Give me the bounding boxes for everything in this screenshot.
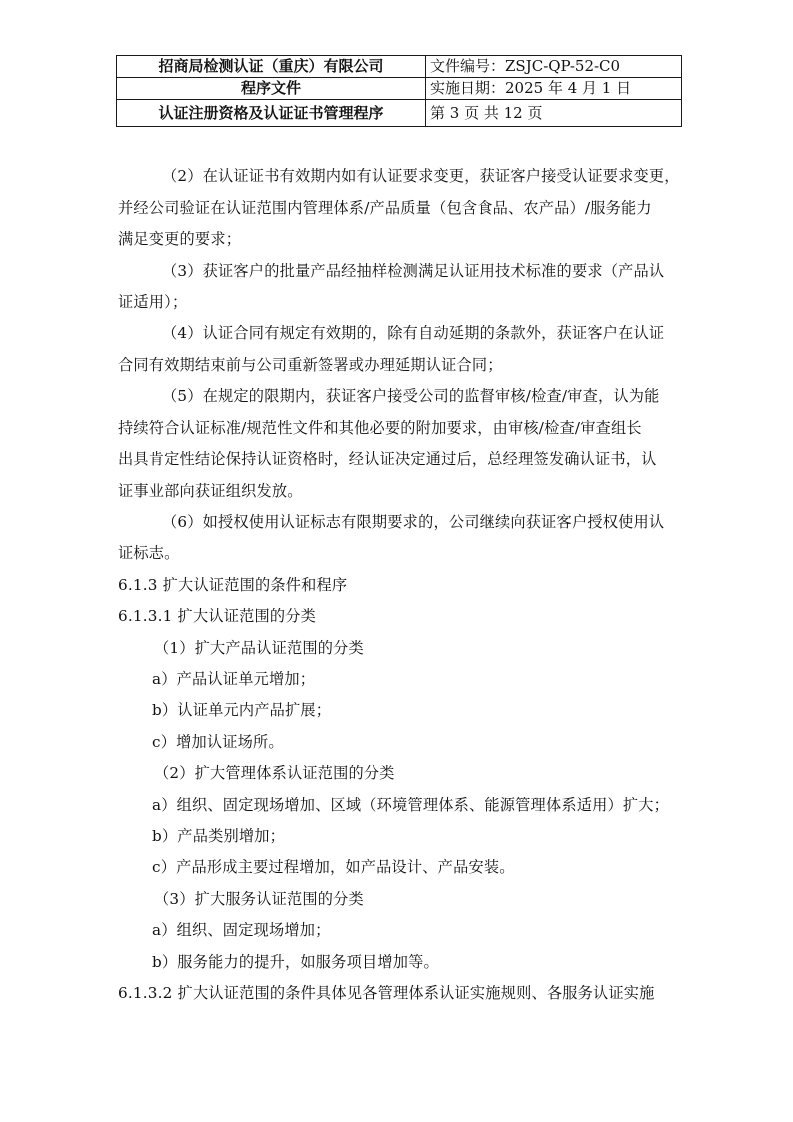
list-item: c）产品形成主要过程增加，如产品设计、产品安装。	[152, 858, 515, 876]
paragraph-line: （3）获证客户的批量产品经抽样检测满足认证用技术标准的要求（产品认	[162, 262, 665, 280]
list-heading: （3）扩大服务认证范围的分类	[154, 890, 364, 908]
document-title: 认证注册资格及认证证书管理程序	[117, 100, 426, 127]
paragraph-line: 持续符合认证标准/规范性文件和其他必要的附加要求，由审核/检查/审查组长	[118, 419, 642, 437]
paragraph-line: 满足变更的要求；	[118, 230, 242, 248]
list-item: a）组织、固定现场增加；	[152, 921, 331, 939]
paragraph-line: 证适用）；	[118, 293, 188, 311]
paragraph-line: （2）在认证证书有效期内如有认证要求变更，获证客户接受认证要求变更，	[162, 167, 680, 185]
paragraph-line: 出具肯定性结论保持认证资格时，经认证决定通过后，总经理签发确认证书，认	[118, 450, 657, 468]
list-item: b）产品类别增加；	[152, 827, 286, 845]
paragraph-line: 证事业部向获证组织发放。	[118, 482, 303, 500]
section-heading: 6.1.3.2 扩大认证范围的条件具体见各管理体系认证实施规则、各服务认证实施	[118, 984, 655, 1002]
section-heading: 6.1.3.1 扩大认证范围的分类	[118, 607, 317, 625]
paragraph-line: 并经公司验证在认证范围内管理体系/产品质量（包含食品、农产品）/服务能力	[118, 199, 652, 217]
paragraph-line: （5）在规定的限期内，获证客户接受公司的监督审核/检查/审查，认为能	[162, 387, 660, 405]
list-heading: （2）扩大管理体系认证范围的分类	[154, 764, 395, 782]
list-item: c）增加认证场所。	[152, 733, 284, 751]
list-item: a）产品认证单元增加；	[152, 670, 316, 688]
company-name: 招商局检测认证（重庆）有限公司	[117, 56, 426, 78]
section-heading: 6.1.3 扩大认证范围的条件和程序	[118, 576, 348, 594]
paragraph-line: 证标志。	[118, 544, 180, 562]
document-type: 程序文件	[117, 78, 426, 100]
paragraph-line: （6）如授权使用认证标志有限期要求的，公司继续向获证客户授权使用认	[162, 513, 665, 531]
list-item: a）组织、固定现场增加、区域（环境管理体系、能源管理体系适用）扩大；	[152, 796, 670, 814]
list-item: b）服务能力的提升，如服务项目增加等。	[152, 953, 439, 971]
paragraph-line: （4）认证合同有规定有效期的，除有自动延期的条款外，获证客户在认证	[162, 324, 665, 342]
document-header-table	[116, 55, 682, 127]
list-item: b）认证单元内产品扩展；	[152, 701, 332, 719]
paragraph-line: 合同有效期结束前与公司重新签署或办理延期认证合同；	[118, 356, 503, 374]
page-info: 第 3 页 共 12 页	[426, 100, 682, 127]
document-number: 文件编号：ZSJC-QP-52-C0	[426, 56, 682, 78]
effective-date: 实施日期：2025 年 4 月 1 日	[426, 78, 682, 100]
list-heading: （1）扩大产品认证范围的分类	[154, 639, 364, 657]
